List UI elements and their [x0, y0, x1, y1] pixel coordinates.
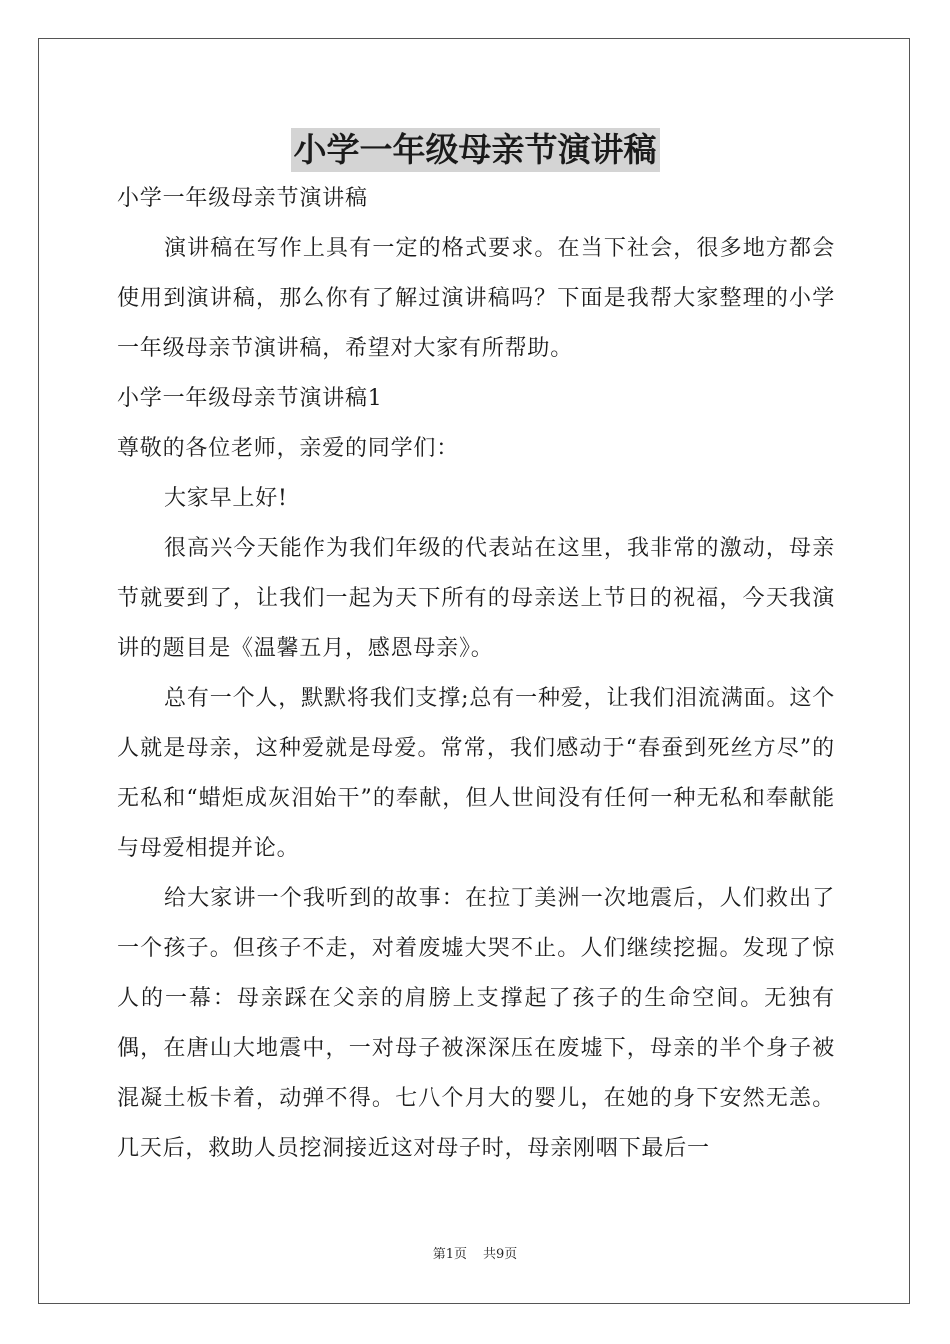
title-area — [0, 128, 950, 172]
paragraph-intro: 演讲稿在写作上具有一定的格式要求。在当下社会，很多地方都会使用到演讲稿，那么你有了解过演讲稿吗？下面是我帮大家整理的小学一年级母亲节演讲稿，希望对大家有所帮助。 — [117, 236, 835, 361]
page-footer — [0, 1243, 950, 1262]
document-title: 小学一年级母亲节演讲稿 — [291, 128, 660, 172]
paragraph-section-heading: 小学一年级母亲节演讲稿1 — [117, 386, 383, 411]
paragraph-greeting: 大家早上好! — [164, 486, 288, 511]
paragraph-salutation: 尊敬的各位老师，亲爱的同学们： — [117, 436, 460, 461]
paragraph-body: 很高兴今天能作为我们年级的代表站在这里，我非常的激动，母亲节就要到了，让我们一起为天下所有的母亲送上节日的祝福，今天我演讲的题目是《温馨五月，感恩母亲》。 — [117, 536, 835, 661]
paragraph-body: 给大家讲一个我听到的故事：在拉丁美洲一次地震后，人们救出了一个孩子。但孩子不走，对着废墟大哭不止。人们继续挖掘。发现了惊人的一幕：母亲踩在父亲的肩膀上支撑起了孩子的生命空间。无独有偶，在唐山大地震中，一对母子被深深压在废墟下，母亲的半个身子被混凝土板卡着，动弹不得。七八个月大的婴儿，在她的身下安然无恙。几天后，救助人员挖洞接近这对母子时，母亲刚咽下最后一 — [117, 886, 835, 1161]
page-total: 共9页 — [483, 1247, 518, 1262]
page-number: 第1页 — [432, 1247, 467, 1262]
paragraph-subtitle: 小学一年级母亲节演讲稿 — [117, 186, 368, 211]
paragraph-body: 总有一个人，默默将我们支撑;总有一种爱，让我们泪流满面。这个人就是母亲，这种爱就是母爱。常常，我们感动于“春蚕到死丝方尽”的 无私和“蜡炬成灰泪始干”的奉献，但人世间没有任何一种无私和奉献能与母爱相提并论。 — [117, 686, 835, 861]
document-body — [117, 174, 835, 1174]
